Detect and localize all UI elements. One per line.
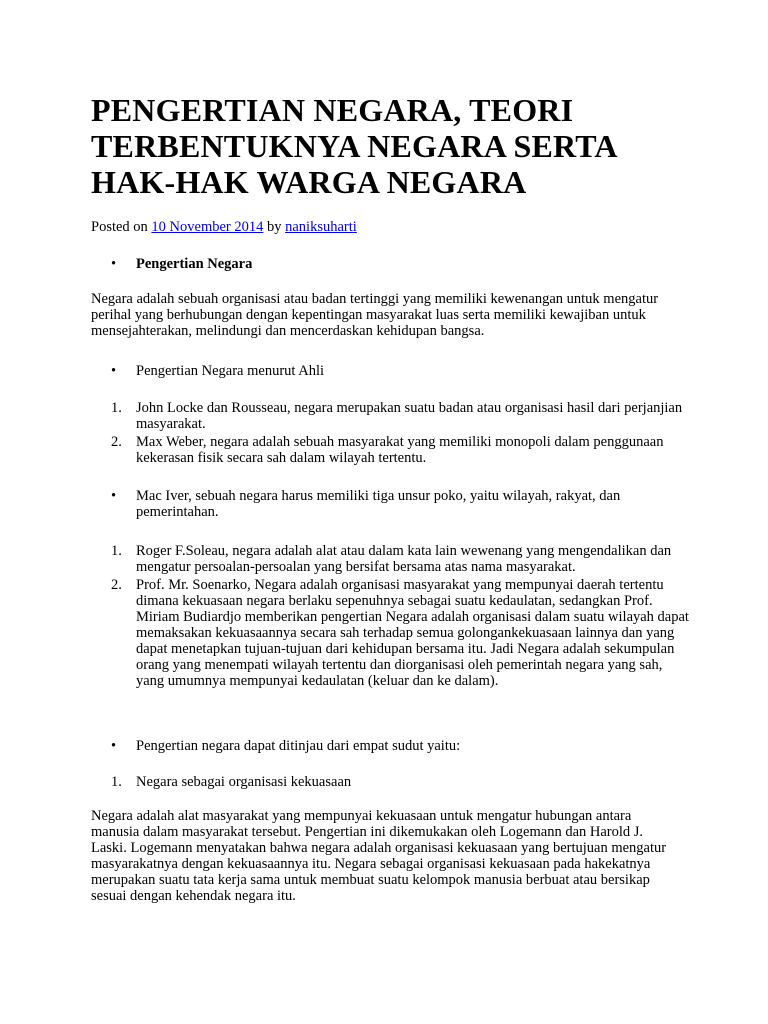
list-text: Roger F.Soleau, negara adalah alat atau dalam kata lain wewenang yang mengendalikan dan mengatur persoalan-persoalan yang bersifat bersama atas nama masyarakat. bbox=[136, 543, 672, 575]
list-item: • Pengertian Negara menurut Ahli bbox=[91, 363, 691, 379]
list-item bbox=[91, 774, 691, 790]
post-meta bbox=[91, 219, 691, 235]
bullet-list-2 bbox=[91, 363, 691, 379]
list-item: • Pengertian negara dapat ditinjau dari empat sudut yaitu: bbox=[91, 738, 691, 754]
numbered-list-experts-2 bbox=[91, 543, 691, 689]
section-heading: Pengertian Negara bbox=[136, 256, 253, 272]
numbered-list-experts-1 bbox=[91, 400, 691, 466]
list-item bbox=[91, 434, 691, 466]
list-text: Negara sebagai organisasi kekuasaan bbox=[136, 774, 352, 790]
author-link[interactable]: naniksuharti bbox=[285, 219, 357, 235]
bullet-list-1 bbox=[91, 256, 691, 272]
bullet-list-3 bbox=[91, 488, 691, 520]
list-number: 1. bbox=[111, 400, 122, 416]
list-text: Prof. Mr. Soenarko, Negara adalah organisasi masyarakat yang mempunyai daerah tertentu dimana kekuasaan negara berlaku sepenuhnya sebagai suatu kedaulatan, sedangkan Prof. Miriam Budiardjo memberikan pengertian Negara adalah organisasi dalam suatu wilayah dapat memaksakan kekuasaannya secara sah terhadap semua golongankekuasaan lainnya dan yang dapat menetapkan tujuan-tujuan dari kehidupan bersama itu. Jadi Negara adalah sekumpulan orang yang menempati wilayah tertentu dan diorganisasi oleh pemerintah negara yang sah, yang umumnya mempunyai kedaulatan (keluar dan ke dalam). bbox=[136, 577, 689, 689]
list-text: John Locke dan Rousseau, negara merupakan suatu badan atau organisasi hasil dari perjanjian masyarakat. bbox=[136, 400, 683, 432]
list-item bbox=[91, 256, 691, 272]
paragraph-definition: Negara adalah sebuah organisasi atau badan tertinggi yang memiliki kewenangan untuk mengatur perihal yang berhubungan dengan kepentingan masyarakat luas serta memiliki kewajiban untuk mensejahterakan, melindungi dan mencerdaskan kehidupan bangsa. bbox=[91, 291, 659, 339]
list-number: 2. bbox=[111, 577, 122, 593]
list-number: 1. bbox=[111, 543, 122, 559]
list-item bbox=[91, 577, 691, 689]
list-number: 1. bbox=[111, 774, 122, 790]
list-text: Max Weber, negara adalah sebuah masyarakat yang memiliki monopoli dalam penggunaan kekerasan fisik secara sah dalam wilayah tertentu. bbox=[136, 434, 664, 466]
bullet-list-4 bbox=[91, 738, 691, 754]
list-item: • Mac Iver, sebuah negara harus memiliki tiga unsur poko, yaitu wilayah, rakyat, dan pemerintahan. bbox=[91, 488, 691, 520]
by-label: by bbox=[267, 219, 282, 235]
paragraph-organisasi-kekuasaan: Negara adalah alat masyarakat yang mempunyai kekuasaan untuk mengatur hubungan antara manusia dalam masyarakat tersebut. Pengertian ini dikemukakan oleh Logemann dan Harold J. Laski. Logemann menyatakan bahwa negara adalah organisasi kekuasaan yang bertujuan mengatur masyarakatnya dengan kekuasaannya itu. Negara sebagai organisasi kekuasaan pada hakekatnya merupakan suatu tata kerja sama untuk membuat suatu kelompok manusia berbuat atau bersikap sesuai dengan kehendak negara itu. bbox=[91, 808, 667, 904]
page-title: PENGERTIAN NEGARA, TEORI TERBENTUKNYA NEGARA SERTA HAK-HAK WARGA NEGARA bbox=[91, 92, 616, 200]
post-date-link[interactable]: 10 November 2014 bbox=[151, 219, 264, 235]
list-number: 2. bbox=[111, 434, 122, 450]
list-item bbox=[91, 543, 691, 575]
numbered-list-aspects bbox=[91, 774, 691, 790]
posted-on-label: Posted on bbox=[91, 219, 148, 235]
list-item bbox=[91, 400, 691, 432]
